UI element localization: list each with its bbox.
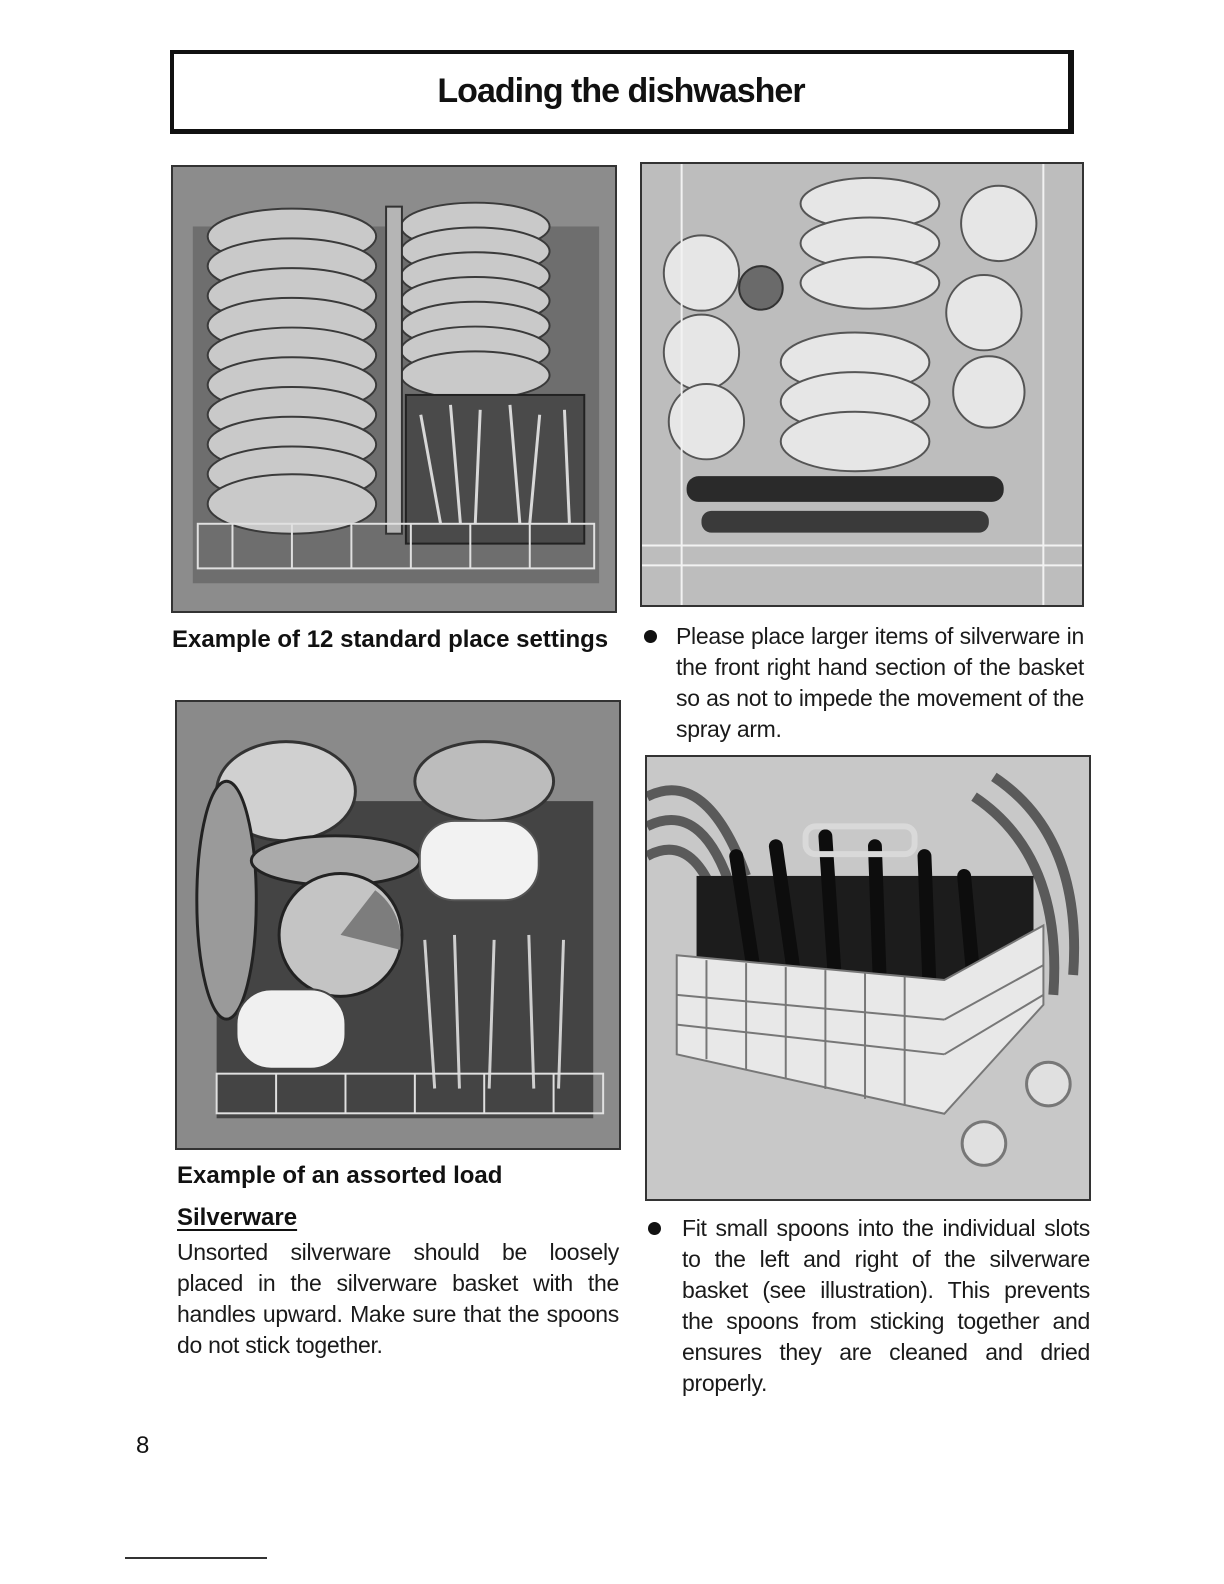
- page-title: Loading the dishwasher: [437, 72, 805, 110]
- bullet-dot-icon: [644, 630, 657, 643]
- caption-assorted-load: Example of an assorted load: [177, 1162, 503, 1189]
- caption-standard-load: Example of 12 standard place settings: [172, 626, 609, 653]
- dish-rack-plates-photo: [173, 167, 615, 611]
- page-number: 8: [136, 1432, 150, 1459]
- bullet-dot-icon: [648, 1222, 661, 1235]
- title-box: [170, 50, 1074, 134]
- silverware-basket-photo: [647, 757, 1089, 1199]
- photo-upper-basket: [640, 162, 1084, 607]
- silverware-heading: Silverware: [177, 1204, 298, 1231]
- silverware-body: Unsorted silverware should be loosely placed in the silverware basket with the handles upward. Make sure that the spoons do not stick together.: [177, 1239, 619, 1358]
- bullet-item: [644, 621, 1084, 745]
- bullet-text: Fit small spoons into the individual slots to the left and right of the silverware basket (see illustration). This prevents the spoons from sticking together and ensures they are cleaned and dried properly.: [682, 1215, 1090, 1396]
- upper-basket-cups-photo: [642, 164, 1082, 605]
- photo-silverware-basket: [645, 755, 1091, 1201]
- assorted-load-pots-photo: [177, 702, 619, 1148]
- footer-rule: [125, 1557, 267, 1559]
- photo-standard-load: [171, 165, 617, 613]
- photo-assorted-load: [175, 700, 621, 1150]
- bullet-text: Please place larger items of silverware in the front right hand section of the basket so as not to impede the movement of the spray arm.: [676, 623, 1084, 742]
- bullet-item: [648, 1213, 1090, 1399]
